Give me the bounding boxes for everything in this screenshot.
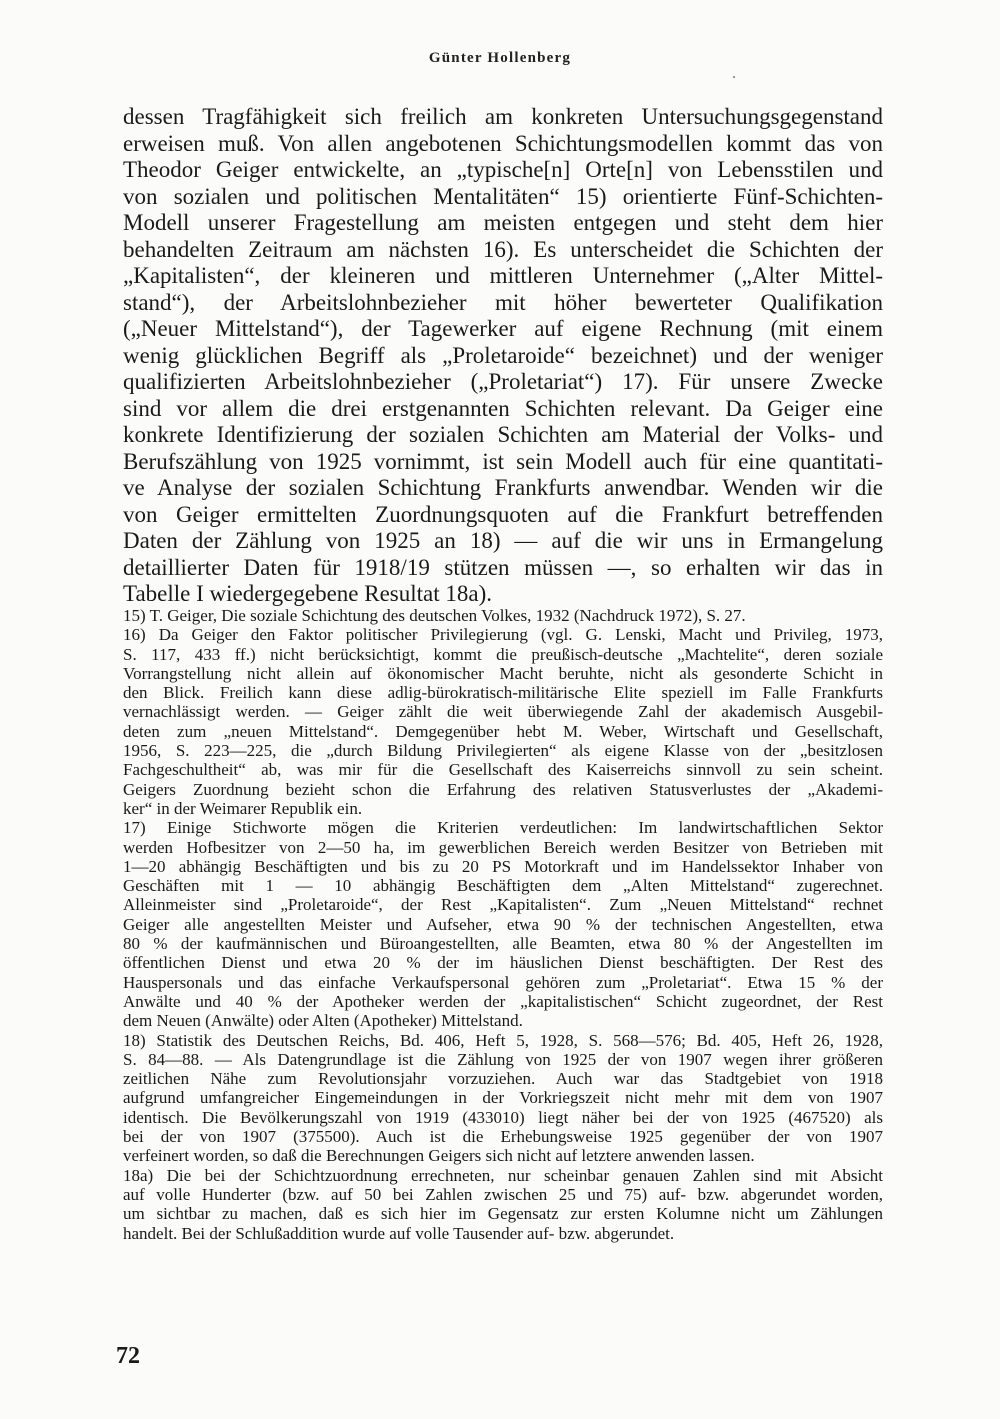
footnote-line: S. 84—88. — Als Datengrundlage ist die Zählung von 1925 der von 1907 wegen ihrer größeren xyxy=(123,1049,883,1069)
scan-speck xyxy=(733,76,735,78)
footnote-line: identisch. Die Bevölkerungszahl von 1919 (433010) liegt näher bei der von 1925 (467520) als xyxy=(123,1107,883,1127)
footnote-line: um sichtbar zu machen, daß es sich hier im Gegensatz zur ersten Kolumne nicht um Zählungen xyxy=(123,1204,883,1224)
main-line: dessen Tragfähigkeit sich freilich am konkreten Untersuchungsgegenstand xyxy=(123,104,883,129)
footnote-line: Alleinmeister sind „Proletaroide“, der Rest „Kapitalisten“. Zum „Neuen Mittelstand“ rechnet xyxy=(123,895,883,915)
main-line: Daten der Zählung von 1925 an 18) — auf die wir uns in Ermangelung xyxy=(123,528,883,553)
main-line: sind vor allem die drei erstgenannten Schichten relevant. Da Geiger eine xyxy=(123,395,883,421)
footnote-line: 1956, S. 223—225, die „durch Bildung Privilegierten“ als eigene Klasse von der „besitzlosen xyxy=(123,741,883,761)
footnote-line: dem Neuen (Anwälte) oder Alten (Apotheker) Mittelstand. xyxy=(123,1011,523,1031)
main-line: stand“), der Arbeitslohnbezieher mit höher bewerteter Qualifikation xyxy=(123,289,883,315)
main-line: („Neuer Mittelstand“), der Tagewerker auf eigene Rechnung (mit einem xyxy=(123,316,883,341)
footnote-18: 18) Statistik des Deutschen Reichs, Bd. 406, Heft 5, 1928, S. 568—576; Bd. 405, Heft 26, 1928, xyxy=(123,1030,883,1050)
main-line: Berufszählung von 1925 vornimmt, ist sein Modell auch für eine quantitati- xyxy=(123,448,883,474)
footnote-line: Fachgeschultheit“ ab, was mir für die Gesellschaft des Kaiserreichs sinnvoll zu sein scheint. xyxy=(123,760,883,780)
footnote-line: Hauspersonals und das einfache Verkaufspersonal gehören zum „Proletariat“. Etwa 15 % der xyxy=(123,972,883,992)
main-line: Tabelle I wiedergegebene Resultat 18a). xyxy=(123,581,492,606)
footnote-15: 15) T. Geiger, Die soziale Schichtung des deutschen Volkes, 1932 (Nachdruck 1972), S. 27. xyxy=(123,606,746,625)
footnote-line: Geiger alle angestellten Meister und Aufseher, etwa 90 % der technischen Angestellten, etwa xyxy=(123,914,883,934)
page-number: 72 xyxy=(116,1343,140,1369)
footnote-line: auf volle Hunderter (bzw. auf 50 bei Zahlen zwischen 25 und 75) auf- bzw. abgerundet worden, xyxy=(123,1184,883,1204)
footnote-line: werden Hofbesitzer von 2—50 ha, im gewerblichen Bereich werden Besitzer von Betrieben mit xyxy=(123,837,883,857)
footnote-line: S. 117, 433 ff.) nicht berücksichtigt, kommt die preußisch-deutsche „Machtelite“, deren soziale xyxy=(123,644,883,664)
footnote-line: zeitlichen Nähe zum Revolutionsjahr vorzuziehen. Auch war das Stadtgebiet von 1918 xyxy=(123,1069,883,1089)
footnote-line: handelt. Bei der Schlußaddition wurde auf volle Tausender auf- bzw. abgerundet. xyxy=(123,1223,675,1243)
footnote-line: bei der von 1907 (375500). Auch ist die Erhebungsweise 1925 gegenüber der von 1907 xyxy=(123,1127,883,1147)
main-line: Modell unserer Fragestellung am meisten entgegen und steht dem hier xyxy=(123,210,883,235)
footnote-line: 80 % der kaufmännischen und Büroangestellten, alle Beamten, etwa 80 % der Angestellten im xyxy=(123,934,883,954)
main-text xyxy=(123,104,883,608)
main-line: erweisen muß. Von allen angebotenen Schichtungsmodellen kommt das von xyxy=(123,130,883,156)
footnote-line: Geschäften mit 1 — 10 abhängig Beschäftigten dem „Alten Mittelstand“ zugerechnet. xyxy=(123,876,883,896)
footnote-18a: 18a) Die bei der Schichtzuordnung errechneten, nur scheinbar genauen Zahlen sind mit Absicht xyxy=(123,1165,883,1185)
main-line: „Kapitalisten“, der kleineren und mittleren Unternehmer („Alter Mittel- xyxy=(123,263,883,288)
main-line: von Geiger ermittelten Zuordnungsquoten auf die Frankfurt betreffenden xyxy=(123,501,883,527)
running-header: Günter Hollenberg xyxy=(428,50,572,66)
main-line: behandelten Zeitraum am nächsten 16). Es unterscheidet die Schichten der xyxy=(123,236,883,262)
main-line: qualifizierten Arbeitslohnbezieher („Proletariat“) 17). Für unsere Zwecke xyxy=(123,369,883,394)
footnote-line: öffentlichen Dienst und etwa 20 % der im häuslichen Dienst beschäftigten. Der Rest des xyxy=(123,953,883,973)
footnote-line: Geigers Zuordnung bezieht schon die Erfahrung des relativen Statusverlustes der „Akademi- xyxy=(123,779,883,799)
footnote-16: 16) Da Geiger den Faktor politischer Privilegierung (vgl. G. Lenski, Macht und Privileg, 1973, xyxy=(123,625,883,645)
footnote-line: vernachlässigt werden. — Geiger zählt die weit überwiegende Zahl der akademisch Ausgebil- xyxy=(123,702,883,722)
footnote-line: 1—20 abhängig Beschäftigten und bis zu 20 PS Motorkraft und im Handelssektor Inhaber von xyxy=(123,856,883,876)
footnote-line: aufgrund umfangreicher Eingemeindungen in der Vorkriegszeit nicht mehr mit dem von 1907 xyxy=(123,1088,883,1108)
footnote-line: ker“ in der Weimarer Republik ein. xyxy=(123,798,363,818)
footnote-line: Vorrangstellung nicht allein auf ökonomischer Macht beruhte, nicht als gesonderte Schicht in xyxy=(123,663,883,683)
main-line: wenig glücklichen Begriff als „Proletaroide“ bezeichnet) und der weniger xyxy=(123,342,883,368)
main-line: von sozialen und politischen Mentalitäten“ 15) orientierte Fünf-Schichten- xyxy=(123,183,883,209)
footnote-17: 17) Einige Stichworte mögen die Kriterien verdeutlichen: Im landwirtschaftlichen Sektor xyxy=(123,818,883,838)
main-line: konkrete Identifizierung der sozialen Schichten am Material der Volks- und xyxy=(123,422,883,447)
footnote-line: deten zum „neuen Mittelstand“. Demgegenüber hebt M. Weber, Wirtschaft und Gesellschaft, xyxy=(123,721,883,741)
main-line: Theodor Geiger entwickelte, an „typische[n] Orte[n] von Lebensstilen und xyxy=(123,157,883,182)
footnote-line: verfeinert worden, so daß die Berechnungen Geigers sich nicht auf letztere anwenden lassen. xyxy=(123,1146,755,1166)
main-line: detaillierter Daten für 1918/19 stützen müssen —, so erhalten wir das in xyxy=(123,554,883,580)
main-line: ve Analyse der sozialen Schichtung Frankfurts anwendbar. Wenden wir die xyxy=(123,475,883,500)
footnote-line: den Blick. Freilich kann diese adlig-bürokratisch-militärische Elite speziell im Falle Frankfurts xyxy=(123,683,883,703)
footnote-line: Anwälte und 40 % der Apotheker werden der „kapitalistischen“ Schicht zugeordnet, der Rest xyxy=(123,991,883,1011)
footnotes xyxy=(123,606,883,1243)
